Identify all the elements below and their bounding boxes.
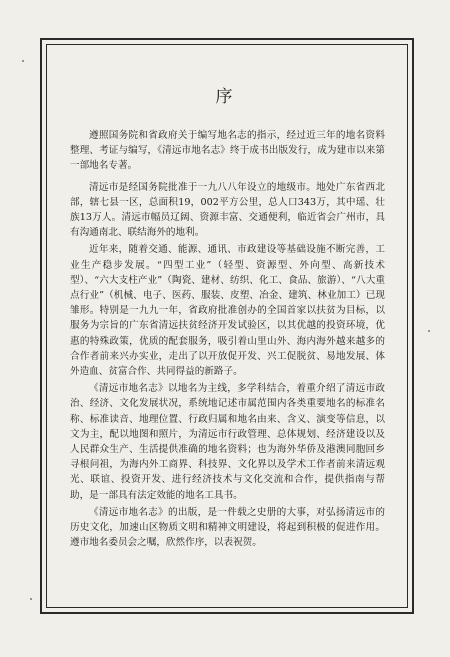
scan-speck <box>22 60 24 62</box>
paragraph-development: 近年来，随着交通、能源、通讯、市政建设等基础设施不断完善，工业生产稳步发展。“四型工业”（轻型、资源型、外向型、高新技术型）、“六大支柱产业”（陶瓷、建材、纺织、化工、食品、旅游）、“八大重点行业”（机械、电子、医药、服装、皮塑、冶金、建筑、林业加工）已现雏形。特别是一九九一年，省政府批准创办的全国首家以扶贫为目标，以服务为宗旨的广东省清远扶贫经济开发试验区，以其优越的投资环境，优惠的特殊政策，优质的配套服务，吸引着山里山外、海内海外越来越多的合作者前来兴办实业，走出了以开放促开发、兴工促脱贫、易地发展、体外造血、贫富合作、共同得益的新路子。 <box>70 244 385 378</box>
paragraph-book-content: 《清远市地名志》以地名为主线，多学科结合，着重介绍了清远市政治、经济、文化发展状况，系统地记述市属范围内各类重要地名的标准名称、标准读音、地理位置、行政归属和地名由来、含义、演变等信息，以文为主，配以地图和照片，为清远市行政管理、总体规划、经济建设以及人民群众生产、生活提供准确的地名资料；也为海外华侨及港澳同胞回乡寻根问祖，为海内外工商界、科技界、文化界以及学术工作者前来清远观光、联谊、投资开发、进行经济技术与文化交流和合作，提供指南与帮助，是一部具有法定效能的地名工具书。 <box>70 383 385 501</box>
paragraph-conclusion: 《清远市地名志》的出版，是一件载之史册的大事，对弘扬清远市的历史文化，加速山区物质文明和精神文明建设，将起到积极的促进作用。遵市地名委员会之嘱，欣然作序，以表祝贺。 <box>70 506 385 549</box>
preface-title: 序 <box>215 87 235 107</box>
scan-speck <box>428 330 430 332</box>
paragraph-city-overview: 清远市是经国务院批准于一九八八年设立的地级市。地处广东省西北部，辖七县一区，总面积19，002平方公里，总人口343万，其中瑶、壮族13万人。清远市幅员辽阔、资源丰富、交通便利，临近省会广州市，具有沟通南北、联结海外的地利。 <box>70 181 385 239</box>
scan-speck <box>30 598 32 600</box>
paragraph-intro: 遵照国务院和省政府关于编写地名志的指示，经过近三年的地名资料整理、考证与编写，《清远市地名志》终于成书出版发行，成为建市以来第一部地名专著。 <box>70 130 385 172</box>
preface-body <box>70 128 385 552</box>
